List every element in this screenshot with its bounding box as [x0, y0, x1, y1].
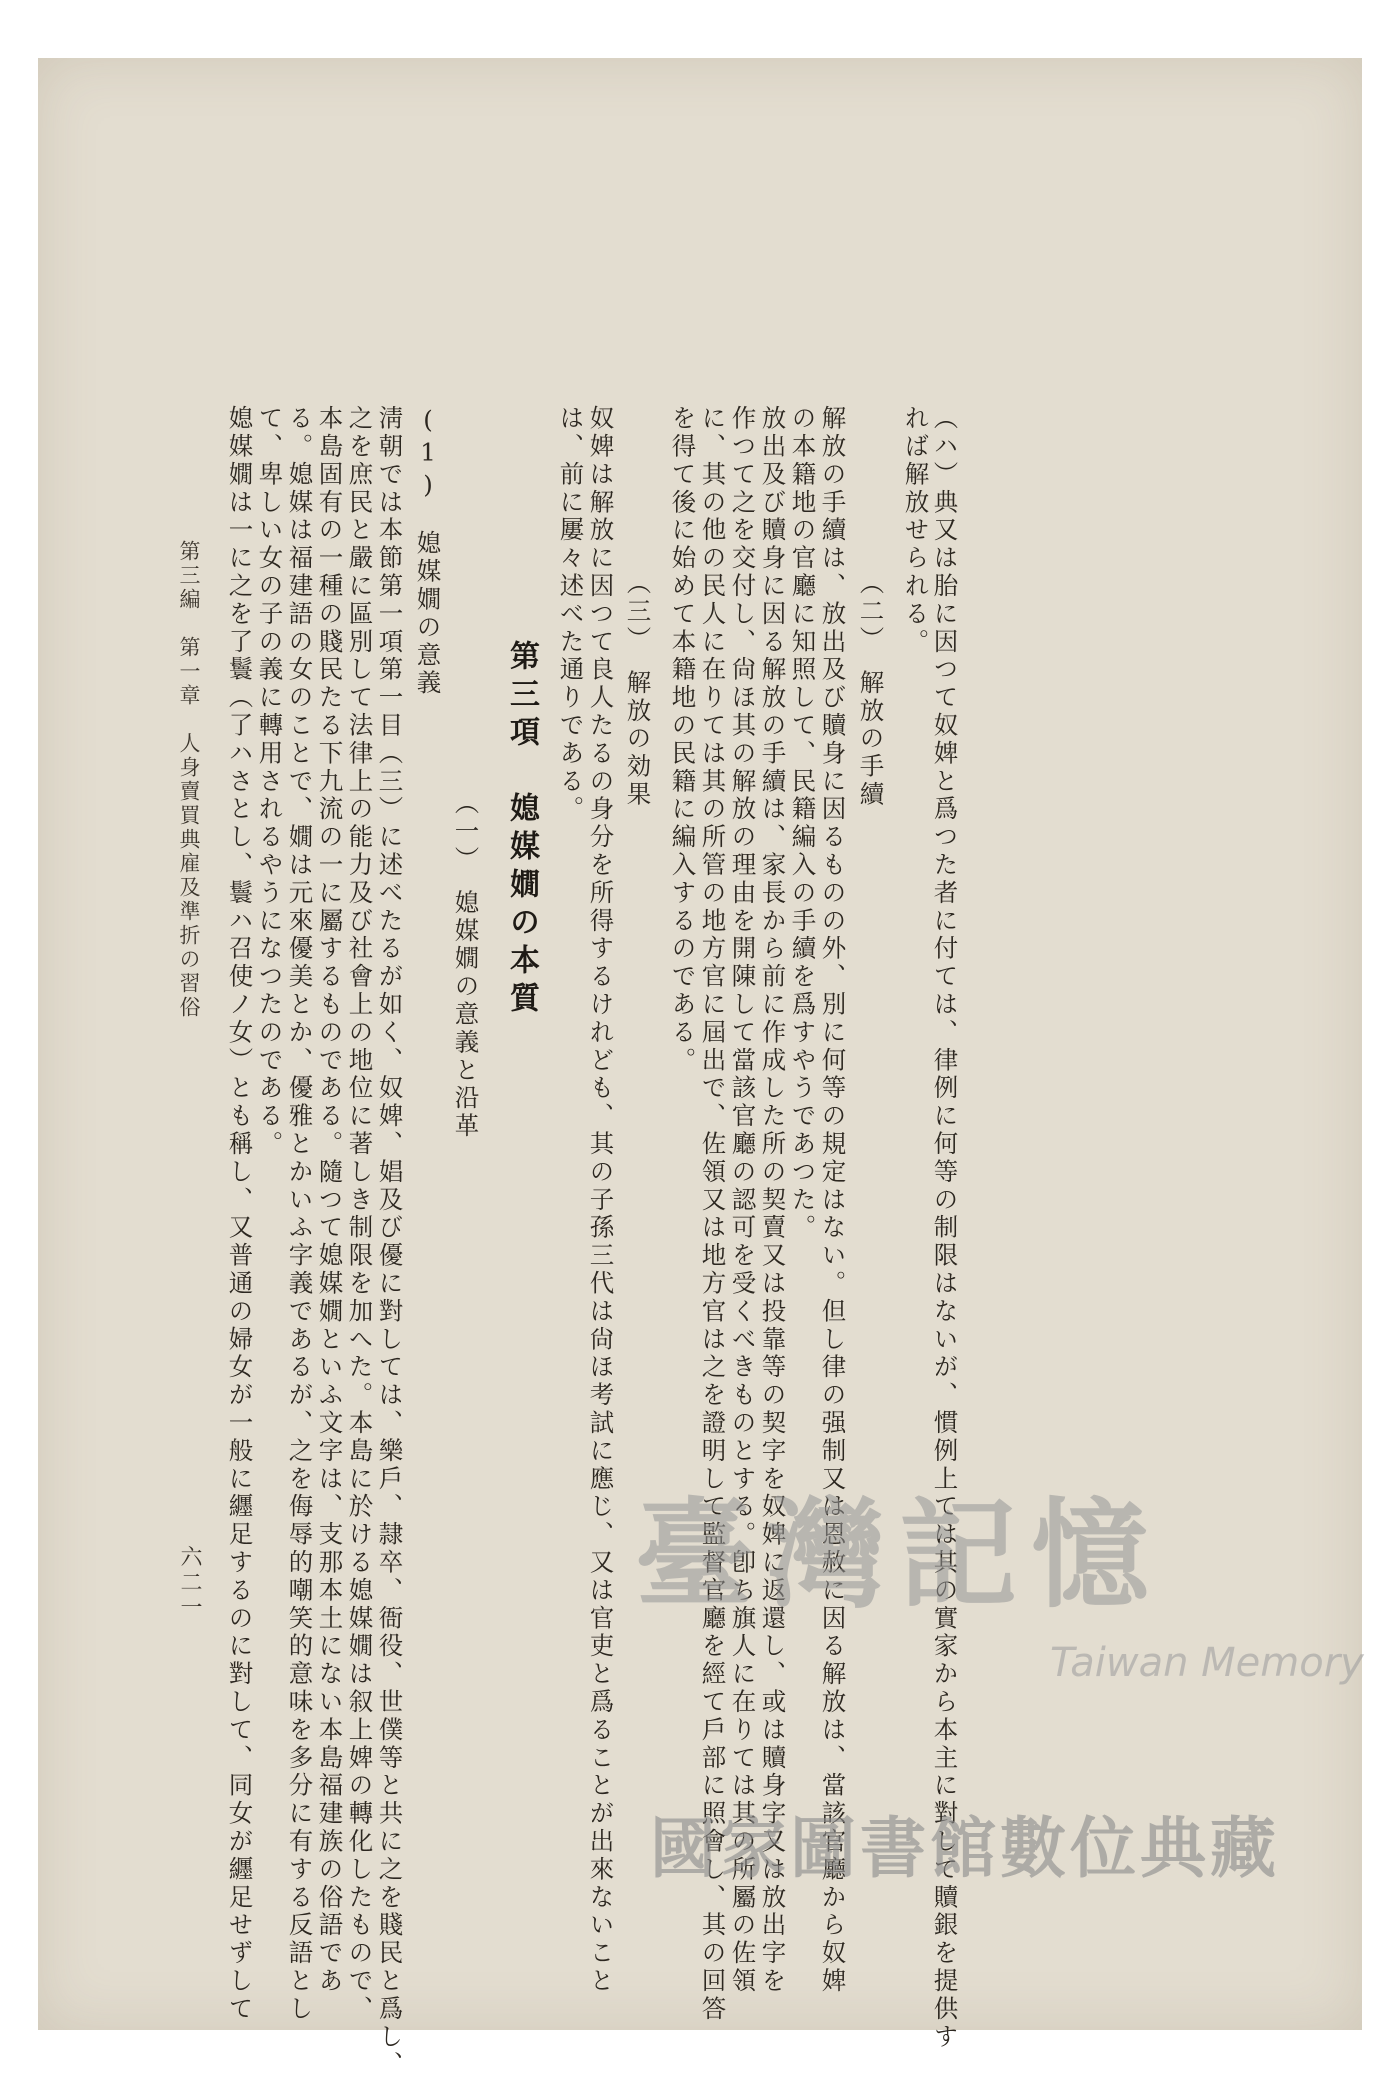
- subsection-heading: (1) 媳媒嫺の意義: [413, 405, 443, 698]
- text-column: 奴婢は解放に因つて良人たるの身分を所得するけれども、其の子孫三代は尙ほ考試に應じ、又は官吏と爲ることが出來ないこと: [586, 405, 616, 1996]
- text-column: 媳媒嫺は一に之を了鬟（了ハさとし、鬟ハ召使ノ女）とも稱し、又普通の婦女が一般に纒足するのに對して、同女が纒足せずして: [225, 405, 255, 2024]
- watermark-logo: 臺灣記憶: [635, 1485, 1164, 1624]
- page-number: 六二一: [177, 1545, 202, 1622]
- text-column: の本籍地の官廳に知照して、民籍編入の手續を爲すやうであつた。: [788, 405, 818, 1242]
- watermark-library: 國家圖書館數位典藏: [650, 1810, 1280, 1887]
- text-column: （ハ）典又は胎に因つて奴婢と爲つた者に付ては、律例に何等の制限はないが、慣例上ては其の實家から本主に對して贖銀を提供す: [930, 405, 960, 2052]
- section-heading: （二） 解放の手續: [856, 570, 886, 809]
- text-column: に、其の他の民人に在りては其の所管の地方官に屆出で、佐領又は地方官は之を證明して監督官廳を經て戶部に照會し、其の回答: [698, 405, 728, 2024]
- text-column: 放出及び贖身に因る解放の手續は、家長から前に作成した所の契賣又は投靠等の契字を奴婢に返還し、或は贖身字又は放出字を: [758, 405, 788, 1996]
- text-column: れば解放せられる。: [901, 405, 931, 657]
- text-column: 淸朝では本節第一項第一目（三）に述べたるが如く、奴婢、娼及び優に對しては、樂戶、隷卒、衙役、世僕等と共に之を賤民と爲し、: [375, 405, 405, 2079]
- text-column: 解放の手續は、放出及び贖身に因るものの外、別に何等の規定はない。但し律の强制又は恩赦に因る解放は、當該官廳から奴婢: [818, 405, 848, 1996]
- text-column: て、卑しい女の子の義に轉用されるやうになつたのである。: [255, 405, 285, 1159]
- text-column: る。媳媒は福建語の女のことで、嫺は元來優美とか、優雅とかいふ字義であるが、之を侮辱的嘲笑的意味を多分に有する反語とし: [285, 405, 315, 2024]
- watermark-latin: Taiwan Memory: [1050, 1640, 1364, 1686]
- text-column: 本島固有の一種の賤民たる下九流の一に屬するものである。隨つて媳媒嫺といふ文字は、支那本土にない本島福建族の俗語であ: [315, 405, 345, 1996]
- section-heading: （三） 解放の効果: [623, 570, 653, 809]
- running-head: 第三編 第一章 人身賣買典雇及準折の習俗: [177, 540, 201, 1020]
- text-column: 之を庶民と嚴に區別して法律上の能力及び社會上の地位に著しき制限を加へた。本島に於ける媳媒嫺は叙上婢の轉化したもので、: [345, 405, 375, 2024]
- section-heading: （一） 媳媒嫺の意義と沿革: [451, 790, 481, 1141]
- text-column: を得て後に始めて本籍地の民籍に編入するのである。: [668, 405, 698, 1075]
- text-column: は、前に屢々述べた通りである。: [556, 405, 586, 824]
- text-column: 作つて之を交付し、尙ほ其の解放の理由を開陳して當該官廳の認可を受くべきものとする。卽ち旗人に在りては其の所屬の佐領: [728, 405, 758, 1996]
- article-title: 第三項 媳媒嫺の本質: [504, 640, 539, 1020]
